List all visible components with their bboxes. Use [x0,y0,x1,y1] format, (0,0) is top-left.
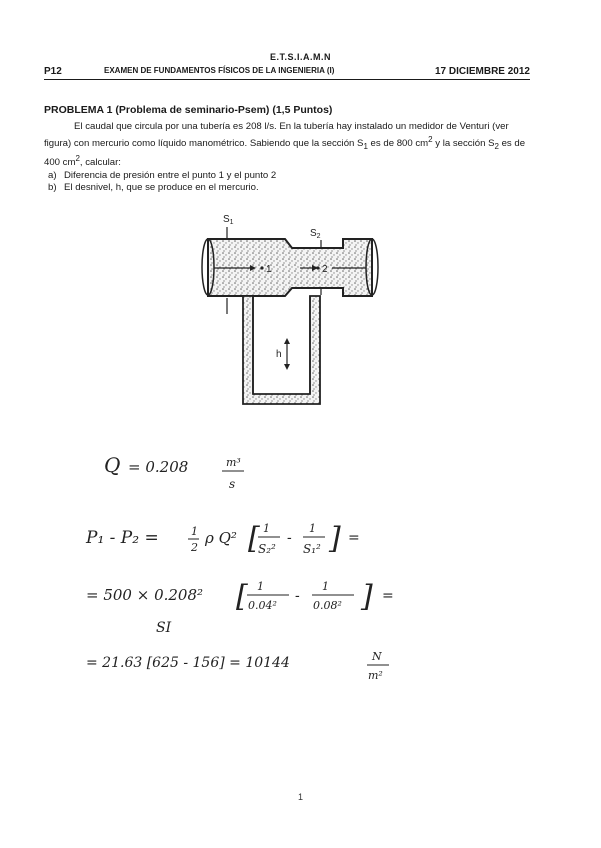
sub-term1-den: 0.04² [248,599,277,612]
point-2-label: 2 [322,264,328,275]
term1-num: 1 [263,522,270,535]
substitution-lead: = 500 × 0.208² [86,586,204,604]
bracket-close: ] [329,521,341,556]
term2-den: S₁² [303,542,321,556]
flow-unit-den: s [229,477,236,491]
sub-term2-den: 0.08² [313,599,342,612]
rho-q-squared: ρ Q² [205,529,237,547]
question-item: a) Diferencia de presión entre el punto 1 y el punto 2 [48,169,277,181]
half-num: 1 [191,525,198,538]
minus-sign: - [287,530,292,546]
flow-value: = 0.208 [128,458,189,476]
problem-title: PROBLEMA 1 (Problema de seminario-Psem) (1,5 Puntos) [44,104,333,116]
minus-sign-2: - [295,588,300,604]
bracket-open: [ [248,521,260,556]
bracket-close-2: ] [361,579,373,614]
pressure-diff-lhs: P₁ - P₂ = [86,528,159,548]
question-item: b) El desnivel, h, que se produce en el mercurio. [48,182,259,194]
sub-term2-num: 1 [322,580,329,593]
point-1-label: 1 [266,264,272,275]
h-label: h [276,349,282,360]
half-den: 2 [191,541,198,554]
equals-sign-2: = [382,588,394,604]
section-s2-label: $S_2$ [310,228,321,240]
exam-date: 17 DICIEMBRE 2012 [434,66,530,77]
flow-unit-num: m³ [226,456,241,469]
school-name: E.T.S.I.A.M.N [269,52,331,62]
term1-den: S₂² [258,542,276,556]
flow-symbol: Q [104,453,121,477]
bracket-open-2: [ [236,579,248,614]
sub-term1-num: 1 [257,580,264,593]
statement-paragraph: El caudal que circula por una tubería es 208 l/s. En la tubería hay instalado un medidor de Venturi (ver figura) con mercurio como líquido manométrico. Sabiendo que la sección $S_1$ es de 800 $cm^2$ y la sección $S_2$ es de 400 $cm^2$, calcular: [44,121,526,169]
term2-num: 1 [309,522,316,535]
pressure-unit-den: m² [368,669,383,682]
si-units-note: SI [156,620,172,636]
final-result: = 21.63 [625 - 156] = 10144 [86,655,290,671]
exam-code: P12 [44,66,62,77]
pressure-unit-num: N [372,650,382,663]
section-s1-label: $S_1$ [223,214,234,226]
page-number: 1 [297,792,303,802]
exam-title: EXAMEN DE FUNDAMENTOS FÍSICOS DE LA INGENIERIA (I) [104,66,335,75]
equals-sign: = [348,530,360,546]
